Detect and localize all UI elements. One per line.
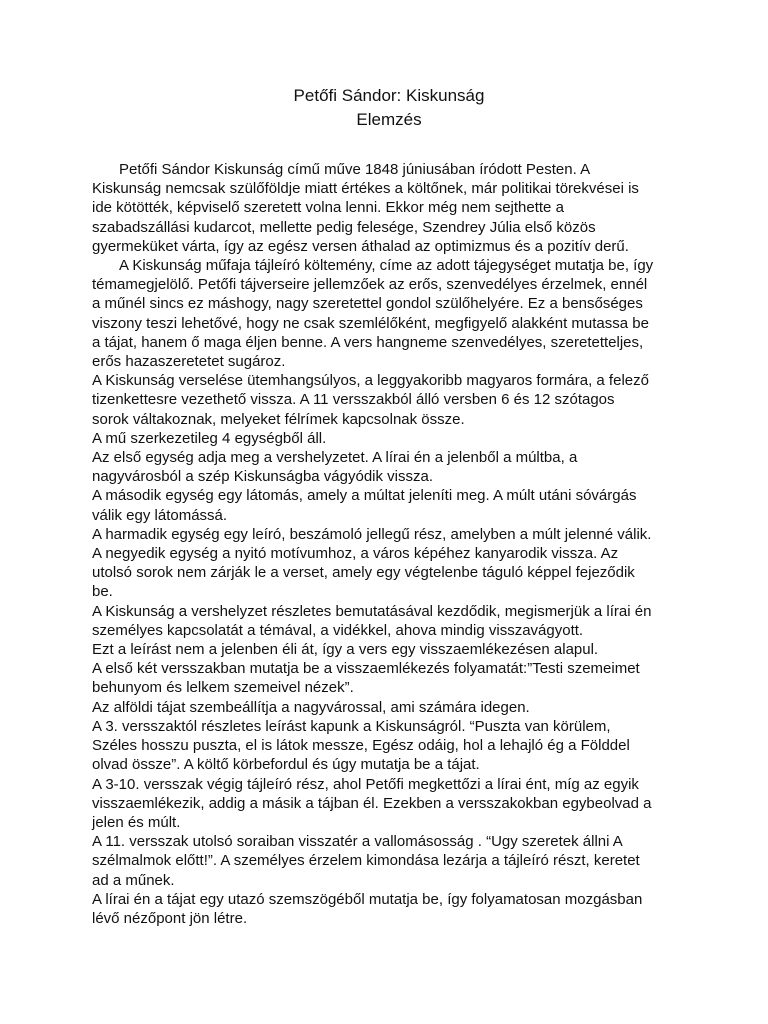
text-line: válik egy látomássá. (92, 506, 228, 524)
text-line: nagyvárosból a szép Kiskunságba vágyódik vissza. (92, 468, 434, 486)
text-line: ide kötötték, képviselő szeretett volna lenni. Ekkor még nem sejthette a (92, 199, 564, 217)
text-line: témamegjelölő. Petőfi tájverseire jellemzőek az erős, szenvedélyes érzelmek, ennél (92, 276, 648, 294)
document-subtitle: Elemzés (356, 110, 422, 129)
text-line: szabadszállási kudarcot, mellette pedig felesége, Szendrey Júlia első közös (92, 218, 596, 236)
text-line: személyes kapcsolatát a témával, a vidékkel, ahova mindig visszavágyott. (92, 621, 584, 639)
text-line: A második egység egy látomás, amely a múltat jeleníti meg. A múlt utáni sóvárgás (92, 487, 637, 505)
text-line: A Kiskunság műfaja tájleíró költemény, címe az adott tájegységet mutatja be, így (119, 257, 654, 275)
text-line: a tájat, hanem ő maga éljen benne. A vers hangneme szenvedélyes, szeretetteljes, (92, 333, 644, 351)
text-line: Széles hosszu puszta, el is látok messze, Egész odáig, hol a lehajló ég a Földdel (92, 737, 630, 755)
text-line: olvad össze”. A költő körbefordul és úgy mutatja be a tájat. (92, 756, 480, 774)
text-line: szélmalmok előtt!”. A személyes érzelem kimondása lezárja a tájleíró részt, keretet (92, 852, 640, 870)
text-line: Az első egység adja meg a vershelyzetet. A lírai én a jelenből a múltba, a (92, 449, 578, 467)
text-line: gyermeküket várta, így az egész versen áthalad az optimizmus és a pozitív derű. (92, 237, 629, 255)
text-line: A mű szerkezetileg 4 egységből áll. (92, 429, 327, 447)
text-line: A 3-10. versszak végig tájleíró rész, ahol Petőfi megkettőzi a lírai ént, míg az egyik (92, 775, 639, 793)
document-title: Petőfi Sándor: Kiskunság (293, 86, 485, 105)
text-line: erős hazaszeretetet sugároz. (92, 353, 286, 371)
text-line: A első két versszakban mutatja be a visszaemlékezés folyamatát:”Testi szemeimet (92, 660, 640, 678)
text-line: be. (92, 583, 113, 601)
text-line: sorok váltakoznak, melyeket félrímek kapcsolnak össze. (92, 410, 465, 428)
text-line: a műnél sincs ez máshogy, nagy szeretettel gondol szülőhelyére. Ez a bensőséges (92, 295, 643, 313)
text-line: visszaemlékezik, addig a másik a tájban él. Ezekben a versszakokban egybeolvad a (92, 794, 652, 812)
text-line: tizenkettesre vezethető vissza. A 11 versszakból álló versben 6 és 12 szótagos (92, 391, 615, 409)
title-block (96, 84, 682, 132)
document-body (92, 160, 682, 928)
text-line: A lírai én a tájat egy utazó szemszögéből mutatja be, így folyamatosan mozgásban (92, 890, 643, 908)
text-line: A harmadik egység egy leíró, beszámoló jellegű rész, amelyben a múlt jelenné válik. (92, 525, 652, 543)
text-line: lévő nézőpont jön létre. (92, 909, 248, 927)
text-line: A negyedik egység a nyitó motívumhoz, a város képéhez kanyarodik vissza. Az (92, 545, 619, 563)
text-line: A 3. versszaktól részletes leírást kapunk a Kiskunságról. “Puszta van körülem, (92, 717, 611, 735)
document-page (92, 84, 682, 928)
text-line: behunyom és lelkem szemeivel nézek”. (92, 679, 354, 697)
text-line: Kiskunság nemcsak szülőföldje miatt értékes a költőnek, már politikai törekvései is (92, 180, 639, 198)
text-line: Az alföldi tájat szembeállítja a nagyvárossal, ami számára idegen. (92, 698, 530, 716)
text-line: viszony teszi lehetővé, hogy ne csak szemlélőként, megfigyelő alakként mutassa be (92, 314, 649, 332)
text-line: utolsó sorok nem zárják le a verset, amely egy végtelenbe táguló képpel fejeződik (92, 564, 635, 582)
text-line: A Kiskunság a vershelyzet részletes bemutatásával kezdődik, megismerjük a lírai én (92, 602, 652, 620)
text-line: Ezt a leírást nem a jelenben éli át, így a vers egy visszaemlékezésen alapul. (92, 641, 599, 659)
text-line: Petőfi Sándor Kiskunság című műve 1848 júniusában íródott Pesten. A (119, 161, 591, 178)
text-line: ad a műnek. (92, 871, 175, 889)
text-line: A Kiskunság verselése ütemhangsúlyos, a leggyakoribb magyaros formára, a felező (92, 372, 649, 390)
text-line: jelen és múlt. (92, 813, 181, 831)
text-line: A 11. versszak utolsó soraiban visszatér a vallomásosság . “Ugy szeretek állni A (92, 833, 623, 851)
